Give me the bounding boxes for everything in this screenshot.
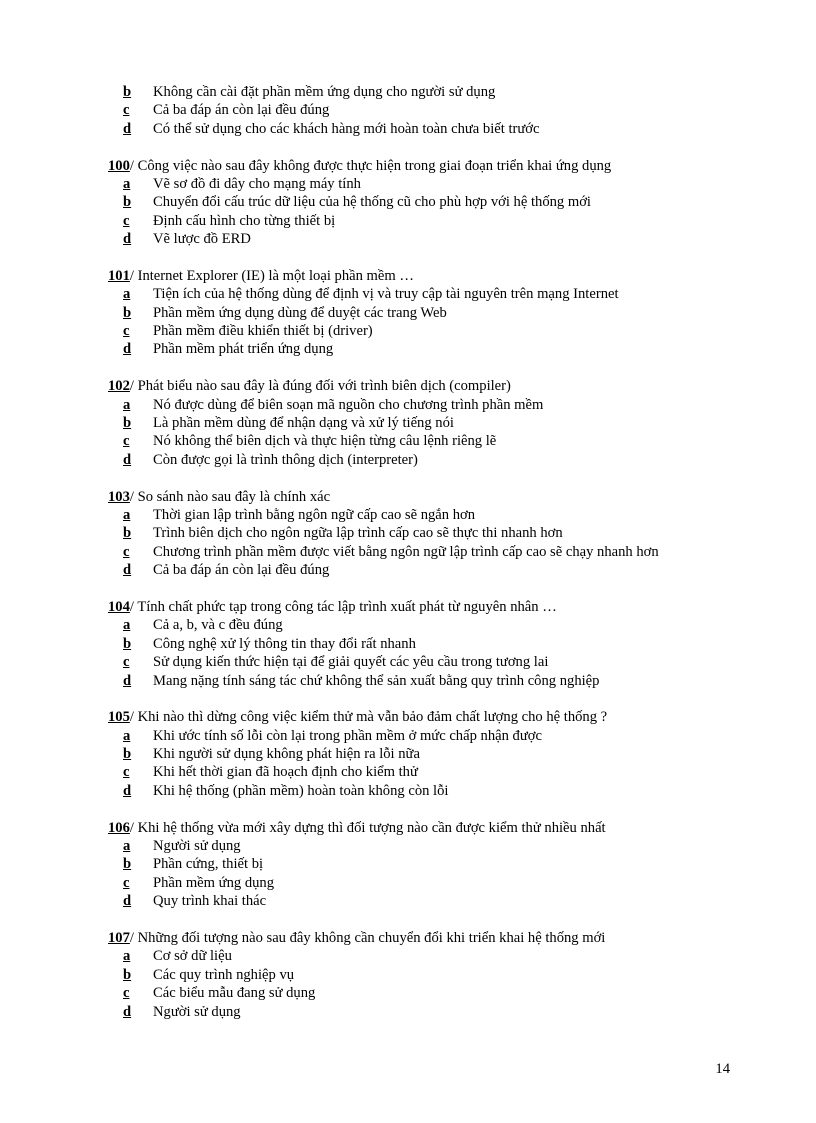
option-item [108, 653, 748, 671]
option-letter: c [123, 323, 130, 340]
question-103 [108, 488, 748, 580]
option-text: Người sử dụng [153, 838, 241, 855]
option-letter: b [123, 966, 132, 983]
option-letter: d [123, 672, 132, 689]
question-107 [108, 929, 748, 1021]
option-letter: a [123, 396, 131, 413]
option-text: Có thể sử dụng cho các khách hàng mới hoàn toàn chưa biết trước [153, 120, 540, 137]
option-letter: c [123, 764, 130, 781]
option-text: Cơ sở dữ liệu [153, 948, 232, 965]
option-text: Thời gian lập trình bằng ngôn ngữ cấp cao sẽ ngắn hơn [153, 506, 476, 523]
option-text: Công nghệ xử lý thông tin thay đổi rất nhanh [153, 635, 416, 652]
option-letter: d [123, 1003, 132, 1020]
question-text: / Công việc nào sau đây không được thực hiện trong giai đoạn triển khai ứng dụng [129, 157, 612, 174]
option-item [108, 874, 748, 892]
option-item [108, 672, 748, 690]
option-text: Các biểu mẫu đang sử dụng [153, 985, 316, 1002]
option-text: Phần mềm phát triển ứng dụng [153, 341, 334, 358]
option-item [108, 616, 748, 634]
option-letter: c [123, 654, 130, 671]
option-letter: d [123, 341, 132, 358]
option-item [108, 745, 748, 763]
option-text: Nó không thể biên dịch và thực hiện từng câu lệnh riêng lẽ [153, 433, 497, 450]
option-item [108, 966, 748, 984]
option-item [108, 83, 748, 101]
option-text: Còn được gọi là trình thông dịch (interpreter) [153, 451, 418, 468]
option-letter: b [123, 856, 132, 873]
option-text: Phần mềm điều khiển thiết bị (driver) [153, 323, 373, 340]
option-item [108, 506, 748, 524]
option-item [108, 984, 748, 1002]
question-number: 102 [108, 378, 130, 395]
option-letter: b [123, 415, 132, 432]
page-content [108, 83, 748, 1021]
question-102 [108, 377, 748, 469]
option-letter: a [123, 286, 131, 303]
option-item [108, 193, 748, 211]
option-item [108, 451, 748, 469]
option-letter: b [123, 84, 132, 100]
continued-options [108, 83, 748, 138]
option-text: Vẽ lược đồ ERD [153, 231, 251, 248]
option-text: Là phần mềm dùng để nhận dạng và xử lý tiếng nói [153, 415, 454, 432]
question-106 [108, 819, 748, 911]
question-104 [108, 598, 748, 690]
option-letter: c [123, 543, 130, 560]
question-text: / Tính chất phức tạp trong công tác lập trình xuất phát từ nguyên nhân … [129, 598, 557, 615]
option-item [108, 175, 748, 193]
option-item [108, 947, 748, 965]
option-item [108, 892, 748, 910]
option-letter: a [123, 727, 131, 744]
question-number: 107 [108, 929, 130, 946]
option-item [108, 304, 748, 322]
option-text: Chuyển đổi cấu trúc dữ liệu của hệ thống cũ cho phù hợp với hệ thống mới [153, 194, 591, 211]
option-letter: c [123, 102, 130, 119]
option-item [108, 101, 748, 119]
option-item [108, 285, 748, 303]
option-letter: b [123, 304, 132, 321]
option-letter: a [123, 838, 131, 855]
option-letter: d [123, 782, 132, 799]
option-text: Tiện ích của hệ thống dùng để định vị và truy cập tài nguyên trên mạng Internet [153, 286, 619, 303]
option-text: Khi hệ thống (phần mềm) hoàn toàn không còn lỗi [153, 782, 449, 799]
question-heading [108, 598, 748, 616]
option-letter: b [123, 746, 132, 763]
question-heading [108, 929, 748, 947]
option-text: Phần mềm ứng dụng dùng để duyệt các trang Web [153, 304, 447, 321]
option-letter: d [123, 893, 132, 910]
option-item [108, 561, 748, 579]
question-text: / Những đối tượng nào sau đây không cần chuyển đổi khi triển khai hệ thống mới [129, 929, 606, 946]
option-item [108, 432, 748, 450]
option-text: Vẽ sơ đồ đi dây cho mạng máy tính [153, 175, 361, 192]
option-text: Định cấu hình cho từng thiết bị [153, 212, 336, 229]
option-item [108, 414, 748, 432]
option-item [108, 524, 748, 542]
option-letter: b [123, 525, 132, 542]
option-text: Khi người sử dụng không phát hiện ra lỗi nữa [153, 746, 420, 763]
question-number: 100 [108, 157, 130, 174]
question-105 [108, 708, 748, 800]
option-letter: d [123, 231, 132, 248]
option-letter: d [123, 562, 132, 579]
question-heading [108, 267, 748, 285]
question-heading [108, 377, 748, 395]
option-letter: c [123, 985, 130, 1002]
option-text: Sử dụng kiến thức hiện tại để giải quyết các yêu cầu trong tương lai [153, 654, 549, 671]
option-item [108, 212, 748, 230]
option-letter: b [123, 194, 132, 211]
option-item [108, 340, 748, 358]
option-text: Cả ba đáp án còn lại đều đúng [153, 102, 330, 119]
question-text: / So sánh nào sau đây là chính xác [129, 488, 331, 505]
question-text: / Khi nào thì dừng công việc kiểm thử mà vẫn bảo đảm chất lượng cho hệ thống ? [129, 709, 608, 726]
option-item [108, 782, 748, 800]
question-heading [108, 157, 748, 175]
option-item [108, 635, 748, 653]
option-text: Phần mềm ứng dụng [153, 874, 275, 891]
question-heading [108, 819, 748, 837]
option-text: Không cần cài đặt phần mềm ứng dụng cho người sử dụng [153, 84, 496, 100]
option-item [108, 837, 748, 855]
option-text: Chương trình phần mềm được viết bằng ngôn ngữ lập trình cấp cao sẽ chạy nhanh hơn [153, 543, 659, 560]
option-item [108, 763, 748, 781]
option-letter: a [123, 175, 131, 192]
option-text: Người sử dụng [153, 1003, 241, 1020]
question-text: / Internet Explorer (IE) là một loại phần mềm … [129, 267, 414, 284]
option-item [108, 543, 748, 561]
option-text: Khi ước tính số lỗi còn lại trong phần mềm ở mức chấp nhận được [153, 727, 542, 744]
option-item [108, 230, 748, 248]
option-letter: a [123, 617, 131, 634]
option-text: Cả a, b, và c đều đúng [153, 617, 283, 634]
option-item [108, 322, 748, 340]
question-heading [108, 488, 748, 506]
option-item [108, 1003, 748, 1021]
option-item [108, 120, 748, 138]
question-number: 105 [108, 709, 130, 726]
option-text: Phần cứng, thiết bị [153, 856, 264, 873]
option-item [108, 855, 748, 873]
question-number: 106 [108, 819, 130, 836]
question-number: 101 [108, 267, 130, 284]
option-letter: d [123, 120, 132, 137]
page-number: 14 [715, 1061, 730, 1077]
option-text: Mang nặng tính sáng tác chứ không thể sản xuất bằng quy trình công nghiệp [153, 672, 600, 689]
option-text: Nó được dùng để biên soạn mã nguồn cho chương trình phần mềm [153, 396, 544, 413]
option-letter: a [123, 506, 131, 523]
question-text: / Khi hệ thống vừa mới xây dựng thì đối tượng nào cần được kiểm thử nhiều nhất [129, 819, 606, 836]
option-item [108, 727, 748, 745]
option-text: Trình biên dịch cho ngôn ngữa lập trình cấp cao sẽ thực thi nhanh hơn [153, 525, 563, 542]
option-letter: a [123, 948, 131, 965]
question-100 [108, 157, 748, 249]
option-letter: d [123, 451, 132, 468]
option-item [108, 396, 748, 414]
option-text: Cả ba đáp án còn lại đều đúng [153, 562, 330, 579]
question-101 [108, 267, 748, 359]
option-text: Khi hết thời gian đã hoạch định cho kiểm thử [153, 764, 418, 781]
option-letter: c [123, 212, 130, 229]
option-letter: c [123, 874, 130, 891]
option-text: Quy trình khai thác [153, 893, 267, 910]
question-number: 103 [108, 488, 130, 505]
option-text: Các quy trình nghiệp vụ [153, 966, 295, 983]
question-text: / Phát biểu nào sau đây là đúng đối với trình biên dịch (compiler) [129, 378, 511, 395]
question-heading [108, 708, 748, 726]
question-number: 104 [108, 598, 130, 615]
option-letter: c [123, 433, 130, 450]
option-letter: b [123, 635, 132, 652]
